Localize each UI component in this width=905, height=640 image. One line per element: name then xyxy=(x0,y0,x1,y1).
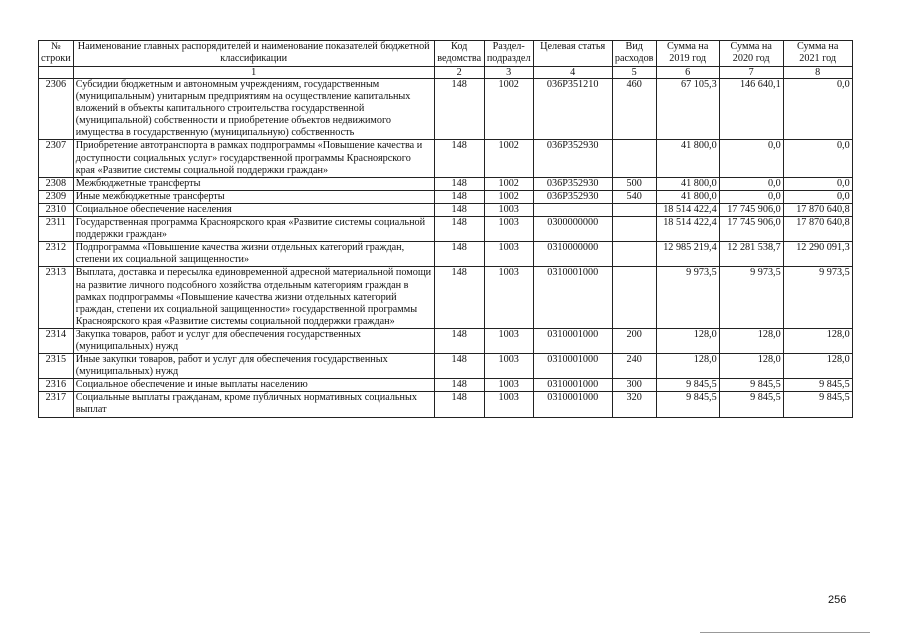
header-ved: Код ведомства xyxy=(434,41,484,67)
row-number: 2308 xyxy=(39,177,74,190)
column-index xyxy=(39,67,74,79)
row-sum-2020: 9 845,5 xyxy=(719,392,783,417)
row-razdel: 1002 xyxy=(484,140,533,177)
row-sum-2021: 12 290 091,3 xyxy=(783,242,852,267)
table-row xyxy=(39,267,853,328)
row-name: Социальные выплаты гражданам, кроме публичных нормативных социальных выплат xyxy=(73,392,434,417)
header-name: Наименование главных распорядителей и наименование показателей бюджетной классификации xyxy=(73,41,434,67)
row-ved: 148 xyxy=(434,379,484,392)
column-index: 4 xyxy=(533,67,612,79)
row-ved: 148 xyxy=(434,217,484,242)
table-row xyxy=(39,217,853,242)
row-sum-2021: 9 845,5 xyxy=(783,379,852,392)
row-csr: 0310001000 xyxy=(533,392,612,417)
row-sum-2020: 12 281 538,7 xyxy=(719,242,783,267)
row-razdel: 1002 xyxy=(484,79,533,140)
row-vr: 200 xyxy=(612,328,656,353)
row-sum-2021: 0,0 xyxy=(783,140,852,177)
row-sum-2019: 9 973,5 xyxy=(656,267,719,328)
row-number: 2311 xyxy=(39,217,74,242)
row-csr: 0310000000 xyxy=(533,242,612,267)
table-row xyxy=(39,177,853,190)
row-sum-2020: 17 745 906,0 xyxy=(719,203,783,216)
row-sum-2020: 128,0 xyxy=(719,328,783,353)
row-sum-2021: 17 870 640,8 xyxy=(783,217,852,242)
column-index-row xyxy=(39,67,853,79)
row-vr: 500 xyxy=(612,177,656,190)
row-vr: 460 xyxy=(612,79,656,140)
page-number: 256 xyxy=(828,594,847,606)
row-csr: 0310001000 xyxy=(533,328,612,353)
row-name: Государственная программа Красноярского края «Развитие системы социальной поддержки граждан» xyxy=(73,217,434,242)
row-razdel: 1003 xyxy=(484,379,533,392)
row-name: Межбюджетные трансферты xyxy=(73,177,434,190)
row-sum-2021: 128,0 xyxy=(783,354,852,379)
row-sum-2020: 17 745 906,0 xyxy=(719,217,783,242)
row-vr: 540 xyxy=(612,190,656,203)
table-row xyxy=(39,190,853,203)
row-sum-2021: 9 845,5 xyxy=(783,392,852,417)
row-sum-2019: 9 845,5 xyxy=(656,379,719,392)
row-razdel: 1003 xyxy=(484,392,533,417)
row-sum-2019: 67 105,3 xyxy=(656,79,719,140)
row-sum-2019: 41 800,0 xyxy=(656,140,719,177)
row-sum-2019: 128,0 xyxy=(656,354,719,379)
table-row xyxy=(39,242,853,267)
row-ved: 148 xyxy=(434,267,484,328)
row-number: 2315 xyxy=(39,354,74,379)
row-ved: 148 xyxy=(434,328,484,353)
row-csr: 0310001000 xyxy=(533,379,612,392)
row-name: Субсидии бюджетным и автономным учреждениям, государственным (муниципальным) унитарным предприятиям на осуществление капитальных вложений в объекты капитального строительства государственной (муниципальной) собственности и приобретение объектов недвижимого имущества в государственную (муниципальную) собственность xyxy=(73,79,434,140)
header-razdel: Раздел- подраздел xyxy=(484,41,533,67)
row-name: Социальное обеспечение и иные выплаты населению xyxy=(73,379,434,392)
column-index: 6 xyxy=(656,67,719,79)
row-csr: 036P351210 xyxy=(533,79,612,140)
row-name: Иные межбюджетные трансферты xyxy=(73,190,434,203)
row-vr: 320 xyxy=(612,392,656,417)
row-vr xyxy=(612,140,656,177)
row-ved: 148 xyxy=(434,242,484,267)
column-index: 3 xyxy=(484,67,533,79)
row-name: Социальное обеспечение населения xyxy=(73,203,434,216)
row-number: 2317 xyxy=(39,392,74,417)
row-sum-2019: 41 800,0 xyxy=(656,177,719,190)
row-number: 2306 xyxy=(39,79,74,140)
table-header-row xyxy=(39,41,853,67)
row-sum-2019: 41 800,0 xyxy=(656,190,719,203)
row-number: 2314 xyxy=(39,328,74,353)
row-razdel: 1003 xyxy=(484,267,533,328)
table-row xyxy=(39,203,853,216)
row-csr: 0310001000 xyxy=(533,267,612,328)
column-index: 8 xyxy=(783,67,852,79)
column-index: 2 xyxy=(434,67,484,79)
row-ved: 148 xyxy=(434,140,484,177)
row-razdel: 1003 xyxy=(484,354,533,379)
row-ved: 148 xyxy=(434,190,484,203)
row-sum-2020: 0,0 xyxy=(719,177,783,190)
row-sum-2021: 17 870 640,8 xyxy=(783,203,852,216)
table-row xyxy=(39,354,853,379)
row-csr: 0310001000 xyxy=(533,354,612,379)
column-index: 1 xyxy=(73,67,434,79)
row-ved: 148 xyxy=(434,392,484,417)
header-vr: Вид расходов xyxy=(612,41,656,67)
row-name: Выплата, доставка и пересылка единовременной адресной материальной помощи на развитие личного подсобного хозяйства отдельным категориям граждан в рамках подпрограммы «Повышение качества жизни отдельных категорий граждан, степени их социальной защищенности» государственной программы Красноярского края «Развитие системы социальной поддержки граждан» xyxy=(73,267,434,328)
row-name: Подпрограмма «Повышение качества жизни отдельных категорий граждан, степени их социальной защищенности» xyxy=(73,242,434,267)
row-sum-2019: 18 514 422,4 xyxy=(656,217,719,242)
row-number: 2313 xyxy=(39,267,74,328)
row-razdel: 1003 xyxy=(484,328,533,353)
row-vr: 300 xyxy=(612,379,656,392)
header-sum-2019: Сумма на 2019 год xyxy=(656,41,719,67)
row-name: Закупка товаров, работ и услуг для обеспечения государственных (муниципальных) нужд xyxy=(73,328,434,353)
row-vr xyxy=(612,217,656,242)
row-csr: 036P352930 xyxy=(533,140,612,177)
row-sum-2021: 0,0 xyxy=(783,177,852,190)
row-name: Иные закупки товаров, работ и услуг для обеспечения государственных (муниципальных) нужд xyxy=(73,354,434,379)
row-sum-2020: 128,0 xyxy=(719,354,783,379)
row-sum-2019: 18 514 422,4 xyxy=(656,203,719,216)
table-body xyxy=(39,79,853,418)
header-sum-2021: Сумма на 2021 год xyxy=(783,41,852,67)
row-number: 2309 xyxy=(39,190,74,203)
header-csr: Целевая статья xyxy=(533,41,612,67)
row-razdel: 1003 xyxy=(484,203,533,216)
table-row xyxy=(39,379,853,392)
row-number: 2310 xyxy=(39,203,74,216)
row-sum-2020: 146 640,1 xyxy=(719,79,783,140)
row-sum-2020: 0,0 xyxy=(719,140,783,177)
row-name: Приобретение автотранспорта в рамках подпрограммы «Повышение качества и доступности социальных услуг» государственной программы Красноярского края «Развитие системы социальной поддержки граждан» xyxy=(73,140,434,177)
row-vr xyxy=(612,242,656,267)
row-ved: 148 xyxy=(434,177,484,190)
table-row xyxy=(39,328,853,353)
budget-table xyxy=(38,40,853,418)
row-csr: 036P352930 xyxy=(533,190,612,203)
header-num: № строки xyxy=(39,41,74,67)
row-number: 2307 xyxy=(39,140,74,177)
table-row xyxy=(39,140,853,177)
row-sum-2019: 128,0 xyxy=(656,328,719,353)
row-sum-2021: 128,0 xyxy=(783,328,852,353)
row-razdel: 1003 xyxy=(484,217,533,242)
table-row xyxy=(39,392,853,417)
bottom-rule xyxy=(700,632,870,633)
column-index: 7 xyxy=(719,67,783,79)
row-sum-2019: 9 845,5 xyxy=(656,392,719,417)
row-razdel: 1003 xyxy=(484,242,533,267)
column-index: 5 xyxy=(612,67,656,79)
row-sum-2020: 9 845,5 xyxy=(719,379,783,392)
row-sum-2020: 9 973,5 xyxy=(719,267,783,328)
row-vr xyxy=(612,267,656,328)
row-sum-2021: 9 973,5 xyxy=(783,267,852,328)
row-csr: 0300000000 xyxy=(533,217,612,242)
row-sum-2020: 0,0 xyxy=(719,190,783,203)
row-number: 2312 xyxy=(39,242,74,267)
row-sum-2021: 0,0 xyxy=(783,190,852,203)
row-csr xyxy=(533,203,612,216)
row-ved: 148 xyxy=(434,354,484,379)
row-vr xyxy=(612,203,656,216)
row-ved: 148 xyxy=(434,79,484,140)
row-sum-2021: 0,0 xyxy=(783,79,852,140)
row-razdel: 1002 xyxy=(484,177,533,190)
row-vr: 240 xyxy=(612,354,656,379)
row-number: 2316 xyxy=(39,379,74,392)
header-sum-2020: Сумма на 2020 год xyxy=(719,41,783,67)
row-csr: 036P352930 xyxy=(533,177,612,190)
table-row xyxy=(39,79,853,140)
row-sum-2019: 12 985 219,4 xyxy=(656,242,719,267)
row-razdel: 1002 xyxy=(484,190,533,203)
row-ved: 148 xyxy=(434,203,484,216)
